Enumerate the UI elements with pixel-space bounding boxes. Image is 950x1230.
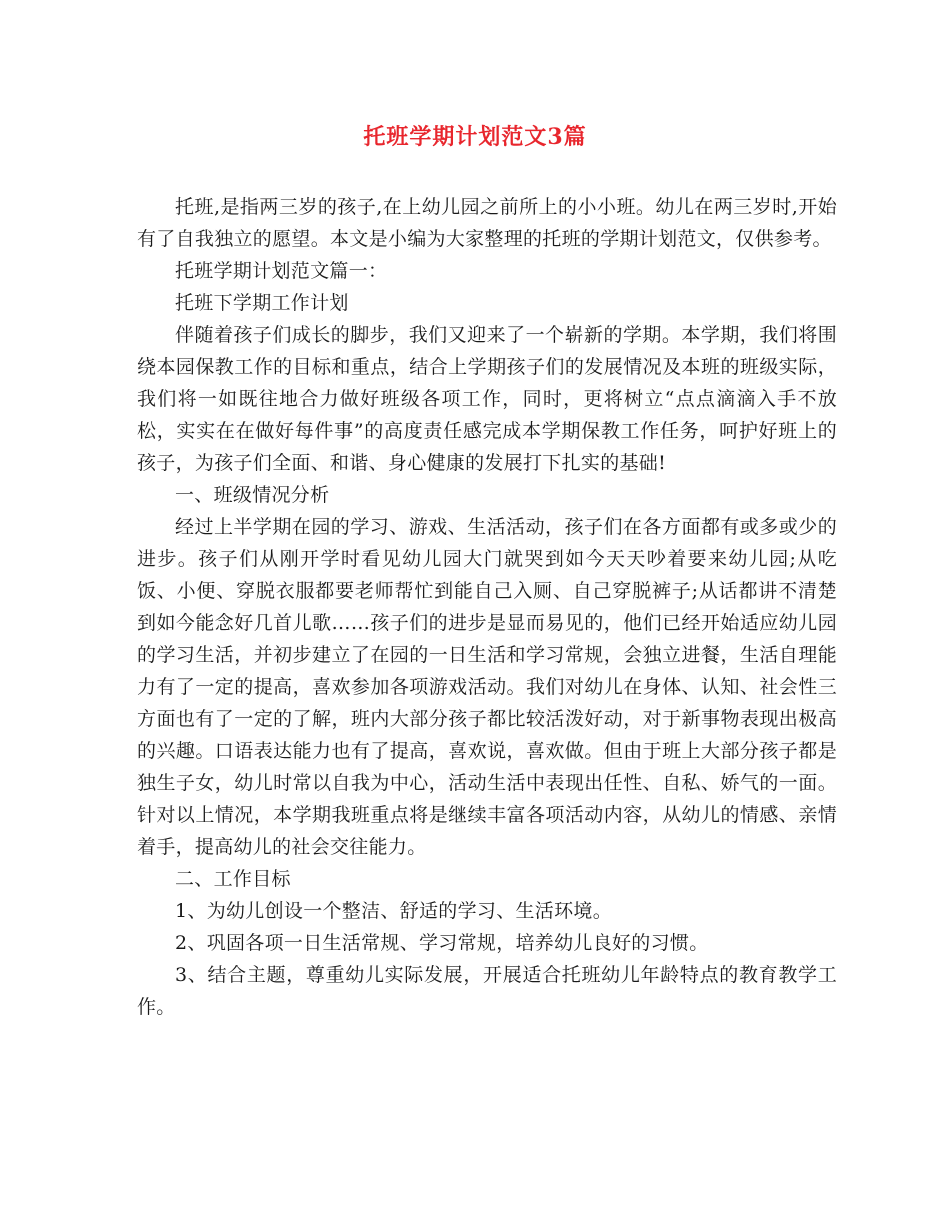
opening-paragraph: 伴随着孩子们成长的脚步，我们又迎来了一个崭新的学期。本学期，我们将围绕本园保教工作的目标和重点，结合上学期孩子们的发展情况及本班的班级实际，我们将一如既往地合力做好班级各项工作，同时，更将树立“点点滴滴入手不放松，实实在在做好每件事”的高度责任感完成本学期保教工作任务，呵护好班上的孩子，为孩子们全面、和谐、身心健康的发展打下扎实的基础! [137,324,837,474]
intro-paragraph: 托班,是指两三岁的孩子,在上幼儿园之前所上的小小班。幼儿在两三岁时,开始有了自我独立的愿望。本文是小编为大家整理的托班的学期计划范文，仅供参考。 [137,196,837,250]
plan-title: 托班下学期工作计划 [175,292,349,314]
goal-item-2: 2、巩固各项一日生活常规、学习常规，培养幼儿良好的习惯。 [175,932,709,954]
goal-item-3: 3、结合主题，尊重幼儿实际发展，开展适合托班幼儿年龄特点的教育教学工作。 [137,964,837,1018]
section-heading-class-analysis: 一、班级情况分析 [175,484,330,506]
section-heading-work-goals: 二、工作目标 [175,868,291,890]
section-heading-article-one: 托班学期计划范文篇一： [175,260,388,282]
document-title: 托班学期计划范文3篇 [363,124,587,150]
document-body [137,191,837,1023]
class-analysis-paragraph: 经过上半学期在园的学习、游戏、生活活动，孩子们在各方面都有或多或少的进步。孩子们从刚开学时看见幼儿园大门就哭到如今天天吵着要来幼儿园;从吃饭、小便、穿脱衣服都要老师帮忙到能自己入厕、自己穿脱裤子;从话都讲不清楚到如今能念好几首儿歌……孩子们的进步是显而易见的，他们已经开始适应幼儿园的学习生活，并初步建立了在园的一日生活和学习常规，会独立进餐，生活自理能力有了一定的提高，喜欢参加各项游戏活动。我们对幼儿在身体、认知、社会性三方面也有了一定的了解，班内大部分孩子都比较活泼好动，对于新事物表现出极高的兴趣。口语表达能力也有了提高，喜欢说，喜欢做。但由于班上大部分孩子都是独生子女，幼儿时常以自我为中心，活动生活中表现出任性、自私、娇气的一面。针对以上情况，本学期我班重点将是继续丰富各项活动内容，从幼儿的情感、亲情着手，提高幼儿的社会交往能力。 [137,516,837,858]
goal-item-1: 1、为幼儿创设一个整洁、舒适的学习、生活环境。 [175,900,612,922]
